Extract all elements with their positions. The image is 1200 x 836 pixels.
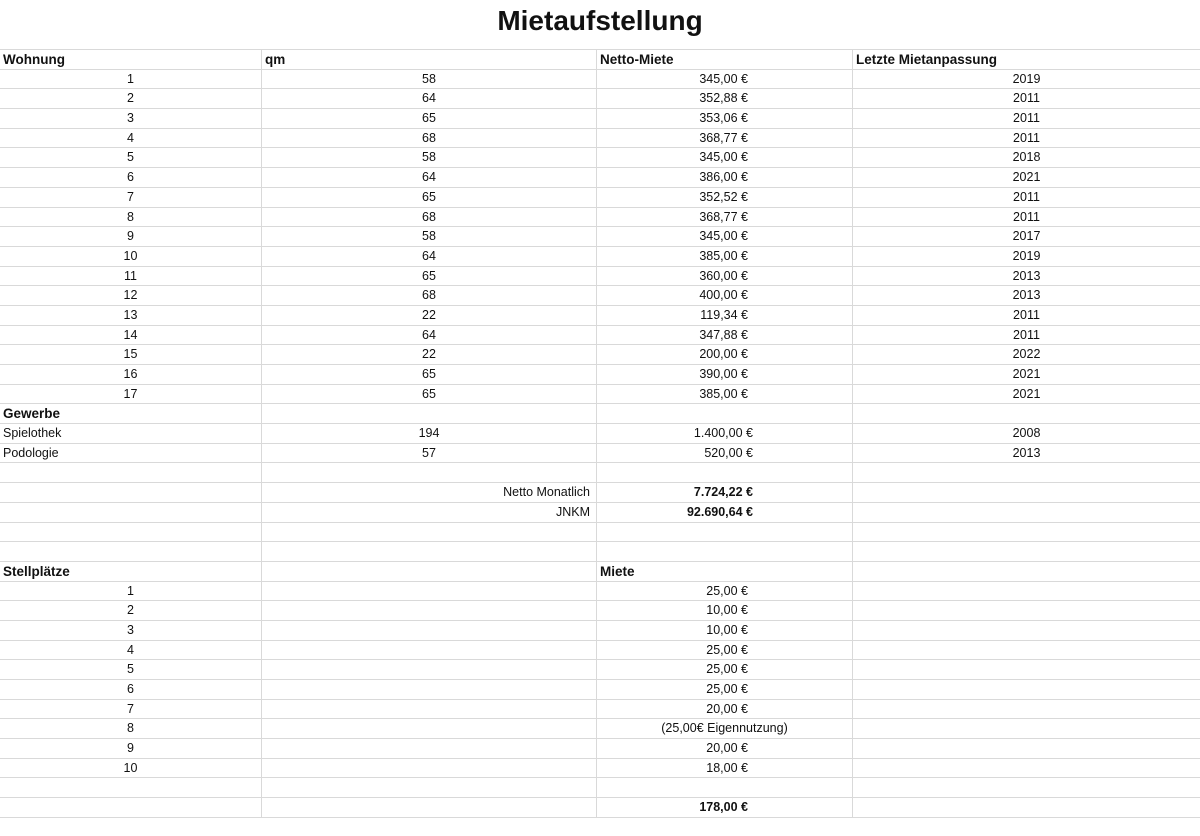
parking-number[interactable]: 2: [0, 601, 262, 620]
blank-row: [0, 542, 1200, 562]
apartment-qm[interactable]: 65: [262, 267, 597, 286]
empty-cell[interactable]: [262, 562, 597, 581]
gewerbe-name[interactable]: Spielothek: [0, 424, 262, 443]
apartment-letzte-anpassung[interactable]: 2022: [1012, 347, 1041, 362]
gewerbe-name[interactable]: Podologie: [0, 444, 262, 463]
parking-row: [0, 739, 1200, 759]
empty-cell[interactable]: [597, 463, 853, 482]
apartment-number[interactable]: 2: [0, 89, 262, 108]
apartment-netto-miete[interactable]: 368,77 €: [597, 208, 853, 227]
parking-miete[interactable]: 20,00 €: [597, 739, 853, 758]
apartment-row: [0, 208, 1200, 228]
apartment-number[interactable]: 5: [0, 148, 262, 167]
apartment-netto-miete[interactable]: 386,00 €: [597, 168, 853, 187]
parking-row: [0, 621, 1200, 641]
empty-cell[interactable]: [853, 483, 1200, 502]
parking-miete[interactable]: 25,00 €: [597, 641, 853, 660]
apartment-letzte-anpassung[interactable]: 2011: [1013, 91, 1040, 106]
sheet-title: Mietaufstellung: [497, 5, 703, 36]
apartment-netto-miete[interactable]: 347,88 €: [597, 326, 853, 345]
apartment-netto-miete[interactable]: 119,34 €: [597, 306, 853, 325]
empty-cell[interactable]: [853, 798, 1200, 817]
empty-cell[interactable]: [0, 503, 262, 522]
apartment-number[interactable]: 9: [0, 227, 262, 246]
apartment-letzte-anpassung[interactable]: 2017: [1012, 229, 1041, 244]
empty-cell[interactable]: [853, 562, 1200, 581]
empty-cell[interactable]: [853, 641, 1200, 660]
jnkm-row: [0, 503, 1200, 523]
empty-cell[interactable]: [853, 601, 1200, 620]
empty-cell[interactable]: [262, 404, 597, 423]
apartment-qm[interactable]: 64: [262, 326, 597, 345]
apartment-row: [0, 188, 1200, 208]
jnkm-label[interactable]: JNKM: [262, 503, 597, 522]
apartment-qm[interactable]: 65: [262, 188, 597, 207]
empty-cell[interactable]: [853, 719, 1200, 738]
empty-cell[interactable]: [0, 798, 262, 817]
apartment-number[interactable]: 14: [0, 326, 262, 345]
parking-row: [0, 660, 1200, 680]
parking-miete[interactable]: (25,00€ Eigennutzung): [597, 719, 853, 738]
apartment-letzte-anpassung[interactable]: 2018: [1012, 150, 1041, 165]
apartment-letzte-anpassung[interactable]: 2011: [1013, 130, 1040, 145]
empty-cell[interactable]: [0, 778, 262, 797]
empty-cell[interactable]: [262, 601, 597, 620]
apartment-netto-miete[interactable]: 400,00 €: [597, 286, 853, 305]
apartment-netto-miete[interactable]: 352,52 €: [597, 188, 853, 207]
empty-cell[interactable]: [262, 523, 597, 542]
empty-cell[interactable]: [597, 523, 853, 542]
netto-monatlich-label[interactable]: Netto Monatlich: [262, 483, 597, 502]
empty-cell[interactable]: [262, 739, 597, 758]
parking-number[interactable]: 4: [0, 641, 262, 660]
apartment-number[interactable]: 8: [0, 208, 262, 227]
parking-miete[interactable]: 25,00 €: [597, 660, 853, 679]
parking-miete[interactable]: 25,00 €: [597, 680, 853, 699]
apartment-number[interactable]: 15: [0, 345, 262, 364]
empty-cell[interactable]: [262, 660, 597, 679]
apartment-qm[interactable]: 22: [262, 345, 597, 364]
empty-cell[interactable]: [262, 542, 597, 561]
parking-row: [0, 601, 1200, 621]
gewerbe-rows: [0, 424, 1200, 463]
apartment-rows: [0, 70, 1200, 405]
parking-row: [0, 719, 1200, 739]
apartment-number[interactable]: 16: [0, 365, 262, 384]
apartment-netto-miete[interactable]: 352,88 €: [597, 89, 853, 108]
apartment-number[interactable]: 12: [0, 286, 262, 305]
apartment-qm[interactable]: 65: [262, 385, 597, 404]
apartment-qm[interactable]: 22: [262, 306, 597, 325]
apartment-row: [0, 326, 1200, 346]
empty-cell[interactable]: [853, 680, 1200, 699]
gewerbe-letzte-anpassung[interactable]: 2008: [1012, 426, 1041, 441]
empty-cell[interactable]: [262, 759, 597, 778]
parking-miete[interactable]: 10,00 €: [597, 601, 853, 620]
apartment-row: [0, 267, 1200, 287]
apartment-netto-miete[interactable]: 345,00 €: [597, 227, 853, 246]
parking-row: [0, 700, 1200, 720]
parking-number[interactable]: 5: [0, 660, 262, 679]
apartment-qm[interactable]: 68: [262, 286, 597, 305]
apartment-netto-miete[interactable]: 200,00 €: [597, 345, 853, 364]
blank-row: [0, 463, 1200, 483]
apartment-netto-miete[interactable]: 360,00 €: [597, 267, 853, 286]
apartment-letzte-anpassung[interactable]: 2021: [1012, 367, 1041, 381]
header-letzte-mietanpassung[interactable]: Letzte Mietanpassung: [856, 52, 998, 67]
apartment-number[interactable]: 13: [0, 306, 262, 325]
empty-cell[interactable]: [597, 542, 853, 561]
empty-cell[interactable]: [262, 798, 597, 817]
gewerbe-row: [0, 424, 1200, 444]
apartment-letzte-anpassung[interactable]: 2019: [1012, 248, 1041, 263]
apartment-qm[interactable]: 65: [262, 365, 597, 384]
apartment-qm[interactable]: 65: [262, 109, 597, 128]
parking-number[interactable]: 1: [0, 582, 262, 601]
empty-cell[interactable]: [853, 463, 1200, 482]
apartment-letzte-anpassung[interactable]: 2011: [1013, 307, 1040, 322]
header-qm[interactable]: qm: [262, 50, 597, 69]
apartment-qm[interactable]: 64: [262, 168, 597, 187]
gewerbe-qm[interactable]: 57: [262, 444, 597, 463]
apartment-letzte-anpassung[interactable]: 2021: [1012, 386, 1041, 401]
empty-cell[interactable]: [853, 404, 1200, 423]
apartment-number[interactable]: 4: [0, 129, 262, 148]
stellplaetze-header-row: [0, 562, 1200, 582]
parking-number[interactable]: 3: [0, 621, 262, 640]
apartment-number[interactable]: 11: [0, 267, 262, 286]
apartment-row: [0, 286, 1200, 306]
netto-monatlich-row: [0, 483, 1200, 503]
empty-cell[interactable]: [853, 759, 1200, 778]
apartment-letzte-anpassung[interactable]: 2011: [1013, 327, 1040, 342]
empty-cell[interactable]: [853, 660, 1200, 679]
apartment-number[interactable]: 6: [0, 168, 262, 187]
header-netto-miete[interactable]: Netto-Miete: [597, 50, 853, 69]
netto-monatlich-value[interactable]: 7.724,22 €: [597, 483, 853, 502]
apartment-letzte-anpassung[interactable]: 2021: [1012, 170, 1041, 185]
apartment-netto-miete[interactable]: 345,00 €: [597, 70, 853, 89]
apartment-letzte-anpassung[interactable]: 2013: [1012, 288, 1041, 303]
parking-row: [0, 641, 1200, 661]
header-wohnung[interactable]: Wohnung: [0, 50, 262, 69]
gewerbe-row: [0, 444, 1200, 464]
empty-cell[interactable]: [262, 719, 597, 738]
blank-row: [0, 523, 1200, 543]
apartment-number[interactable]: 7: [0, 188, 262, 207]
parking-miete[interactable]: 25,00 €: [597, 582, 853, 601]
apartment-row: [0, 365, 1200, 385]
apartment-letzte-anpassung[interactable]: 2019: [1012, 71, 1041, 86]
apartment-row: [0, 227, 1200, 247]
apartment-qm[interactable]: 68: [262, 208, 597, 227]
empty-cell[interactable]: [853, 503, 1200, 522]
parking-number[interactable]: 6: [0, 680, 262, 699]
empty-cell[interactable]: [262, 700, 597, 719]
empty-cell[interactable]: [853, 700, 1200, 719]
apartment-letzte-anpassung[interactable]: 2011: [1013, 111, 1040, 126]
apartment-row: [0, 345, 1200, 365]
apartment-netto-miete[interactable]: 385,00 €: [597, 247, 853, 266]
parking-total-row: [0, 798, 1200, 818]
apartment-qm[interactable]: 58: [262, 227, 597, 246]
stellplaetze-label[interactable]: Stellplätze: [0, 562, 262, 581]
apartment-netto-miete[interactable]: 353,06 €: [597, 109, 853, 128]
empty-cell[interactable]: [262, 582, 597, 601]
empty-cell[interactable]: [853, 778, 1200, 797]
apartment-qm[interactable]: 68: [262, 129, 597, 148]
empty-cell[interactable]: [262, 641, 597, 660]
rent-table: [0, 49, 1200, 818]
apartment-netto-miete[interactable]: 390,00 €: [597, 365, 853, 384]
empty-cell[interactable]: [262, 621, 597, 640]
empty-cell[interactable]: [853, 582, 1200, 601]
parking-miete[interactable]: 18,00 €: [597, 759, 853, 778]
stellplaetze-miete-label[interactable]: Miete: [597, 562, 853, 581]
apartment-row: [0, 70, 1200, 90]
blank-row: [0, 778, 1200, 798]
parking-miete[interactable]: 20,00 €: [597, 700, 853, 719]
apartment-row: [0, 385, 1200, 405]
apartment-letzte-anpassung[interactable]: 2011: [1013, 189, 1040, 204]
parking-number[interactable]: 8: [0, 719, 262, 738]
parking-rows: [0, 582, 1200, 779]
parking-row: [0, 680, 1200, 700]
apartment-row: [0, 129, 1200, 149]
empty-cell[interactable]: [262, 778, 597, 797]
apartment-qm[interactable]: 58: [262, 148, 597, 167]
parking-number[interactable]: 9: [0, 739, 262, 758]
empty-cell[interactable]: [262, 463, 597, 482]
parking-number[interactable]: 10: [0, 759, 262, 778]
empty-cell[interactable]: [853, 523, 1200, 542]
parking-miete[interactable]: 10,00 €: [597, 621, 853, 640]
parking-row: [0, 759, 1200, 779]
apartment-letzte-anpassung[interactable]: 2011: [1013, 209, 1040, 224]
empty-cell[interactable]: [0, 542, 262, 561]
apartment-row: [0, 109, 1200, 129]
empty-cell[interactable]: [0, 483, 262, 502]
apartment-row: [0, 89, 1200, 109]
empty-cell[interactable]: [597, 404, 853, 423]
gewerbe-netto-miete[interactable]: 1.400,00 €: [597, 424, 853, 443]
empty-cell[interactable]: [0, 463, 262, 482]
apartment-qm[interactable]: 64: [262, 247, 597, 266]
jnkm-value[interactable]: 92.690,64 €: [597, 503, 853, 522]
gewerbe-label[interactable]: Gewerbe: [0, 404, 262, 423]
apartment-number[interactable]: 10: [0, 247, 262, 266]
apartment-qm[interactable]: 58: [262, 70, 597, 89]
apartment-netto-miete[interactable]: 385,00 €: [597, 385, 853, 404]
apartment-number[interactable]: 17: [0, 385, 262, 404]
parking-number[interactable]: 7: [0, 700, 262, 719]
header-row: [0, 50, 1200, 70]
apartment-netto-miete[interactable]: 368,77 €: [597, 129, 853, 148]
empty-cell[interactable]: [853, 739, 1200, 758]
apartment-number[interactable]: 1: [0, 70, 262, 89]
parking-row: [0, 582, 1200, 602]
apartment-row: [0, 168, 1200, 188]
apartment-row: [0, 148, 1200, 168]
gewerbe-netto-miete[interactable]: 520,00 €: [597, 444, 853, 463]
gewerbe-qm[interactable]: 194: [262, 424, 597, 443]
empty-cell[interactable]: [262, 680, 597, 699]
gewerbe-letzte-anpassung[interactable]: 2013: [1012, 445, 1041, 460]
gewerbe-header-row: [0, 404, 1200, 424]
empty-cell[interactable]: [0, 523, 262, 542]
apartment-row: [0, 306, 1200, 326]
empty-cell[interactable]: [853, 542, 1200, 561]
empty-cell[interactable]: [597, 778, 853, 797]
apartment-netto-miete[interactable]: 345,00 €: [597, 148, 853, 167]
apartment-letzte-anpassung[interactable]: 2013: [1012, 268, 1041, 283]
parking-total-value[interactable]: 178,00 €: [597, 798, 853, 817]
empty-cell[interactable]: [853, 621, 1200, 640]
apartment-qm[interactable]: 64: [262, 89, 597, 108]
apartment-number[interactable]: 3: [0, 109, 262, 128]
apartment-row: [0, 247, 1200, 267]
